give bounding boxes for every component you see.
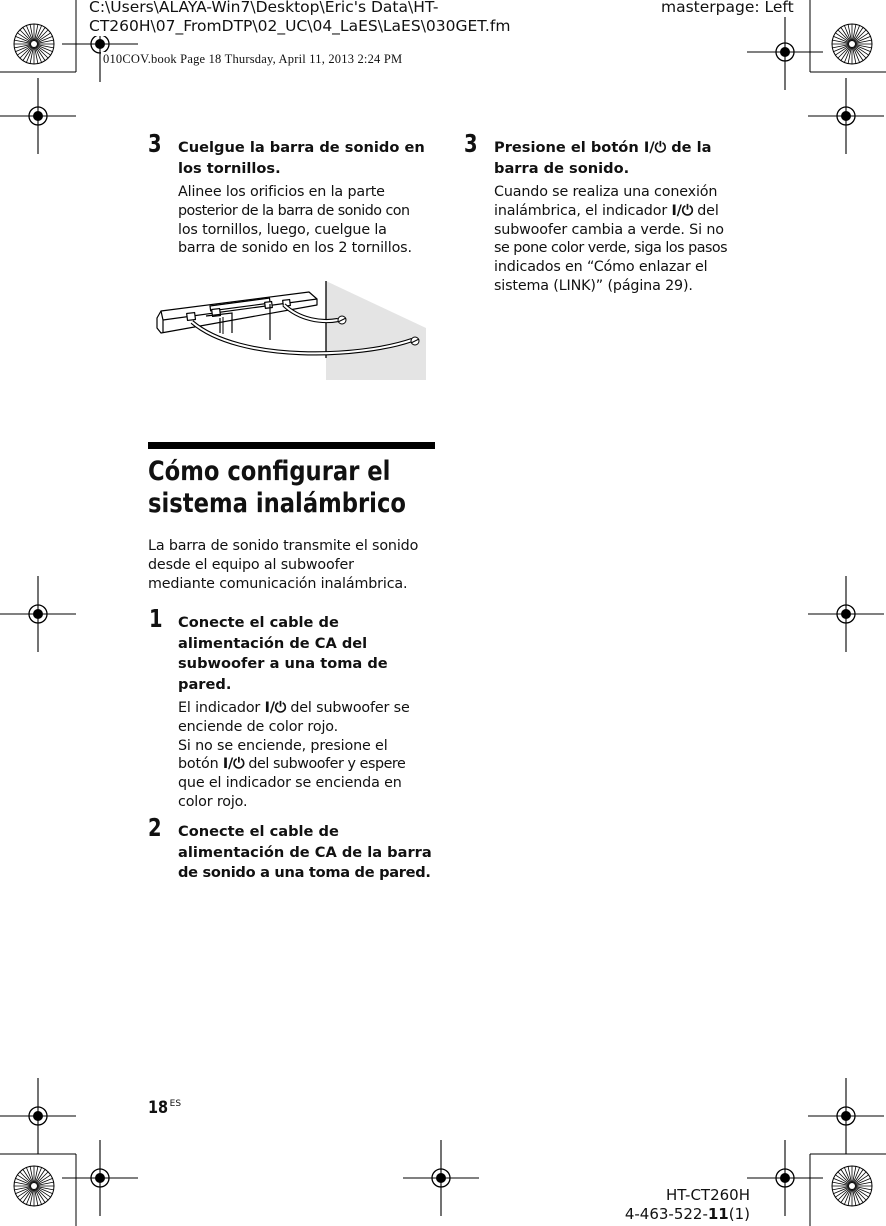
part-number: 4-463-522-11(1): [624, 1205, 750, 1223]
power-icon: I/⏻: [671, 202, 693, 219]
step-title-line: Cuelgue la barra de sonido en: [178, 139, 425, 156]
body-line: subwoofer cambia a verde. Si no: [494, 221, 724, 238]
step-title-line: alimentación de CA de la barra: [178, 843, 432, 861]
page-number-value: 18: [148, 1097, 169, 1118]
step-title: [494, 138, 764, 179]
model-info: [621, 1186, 750, 1224]
wall: [326, 281, 426, 380]
step-title: [178, 138, 448, 179]
body-line: barra de sonido en los 2 tornillos.: [178, 240, 412, 257]
power-icon: I/⏻: [643, 139, 667, 156]
file-path: [89, 0, 510, 36]
section-title: [148, 456, 406, 520]
masterpage-label: masterpage: Left: [661, 0, 794, 16]
body-line: Si no se enciende, presione el: [178, 737, 388, 754]
step-title-line: subwoofer a una toma de: [178, 655, 388, 672]
page-number: [148, 1094, 181, 1118]
section-title-line: Cómo configurar el: [148, 456, 391, 487]
power-icon: I/⏻: [264, 700, 286, 716]
step-title: [178, 822, 448, 884]
body-line: Cuando se realiza una conexión: [494, 184, 718, 200]
body-line: se pone color verde, siga los pasos: [494, 240, 728, 257]
body-line: indicados en “Cómo enlazar el: [494, 259, 708, 276]
body-line: inalámbrica, el indicador I/⏻ del: [494, 202, 719, 219]
body-line: sistema (LINK)” (página 29).: [494, 277, 693, 294]
step-title-line: Conecte el cable de: [178, 614, 339, 631]
file-path-line1: C:\Users\ALAYA-Win7\Desktop\Eric's Data\HT-: [89, 0, 439, 16]
step-number: 3: [148, 129, 162, 158]
body-line: posterior de la barra de sonido con: [178, 202, 410, 219]
body-line: El indicador I/⏻ del subwoofer se: [178, 700, 410, 716]
body-line: que el indicador se encienda en: [178, 775, 402, 792]
body-line: desde el equipo al subwoofer: [148, 556, 354, 573]
step-title-line: barra de sonido.: [494, 159, 630, 177]
section-intro: [148, 537, 448, 593]
step-title-line: de sonido a una toma de pared.: [178, 864, 431, 881]
body-line: Alinee los orificios en la parte: [178, 184, 385, 200]
step-body: [178, 183, 448, 258]
section-title-line: sistema inalámbrico: [148, 488, 406, 519]
power-icon: I/⏻: [222, 756, 245, 773]
page-number-suffix: ES: [169, 1099, 182, 1109]
body-line: enciende de color rojo.: [178, 718, 339, 735]
body-line: color rojo.: [178, 793, 248, 810]
body-line: los tornillos, luego, cuelgue la: [178, 221, 387, 238]
step-title-line: los tornillos.: [178, 159, 281, 177]
step-body: [494, 183, 764, 296]
step-title: [178, 613, 448, 695]
step-number: 3: [464, 129, 478, 158]
step-title-line: Conecte el cable de: [178, 823, 339, 840]
book-info: 010COV.book Page 18 Thursday, April 11, 2013 2:24 PM: [103, 52, 403, 66]
step-title-line: alimentación de CA del: [178, 634, 368, 652]
file-path-line2: CT260H\07_FromDTP\02_UC\04_LaES\LaES\030GET.fm: [89, 17, 511, 35]
step-number: 2: [148, 813, 162, 842]
section-rule: [148, 442, 435, 449]
body-line: botón I/⏻ del subwoofer y espere: [178, 756, 406, 773]
step-body: [178, 699, 448, 812]
soundbar-illustration: [150, 278, 430, 384]
step-title-line: Presione el botón I/⏻ de la: [494, 139, 712, 156]
body-line: La barra de sonido transmite el sonido: [148, 538, 419, 554]
model-number: HT-CT260H: [665, 1186, 750, 1204]
step-title-line: pared.: [178, 675, 232, 693]
step-number: 1: [149, 604, 163, 633]
body-line: mediante comunicación inalámbrica.: [148, 575, 408, 592]
